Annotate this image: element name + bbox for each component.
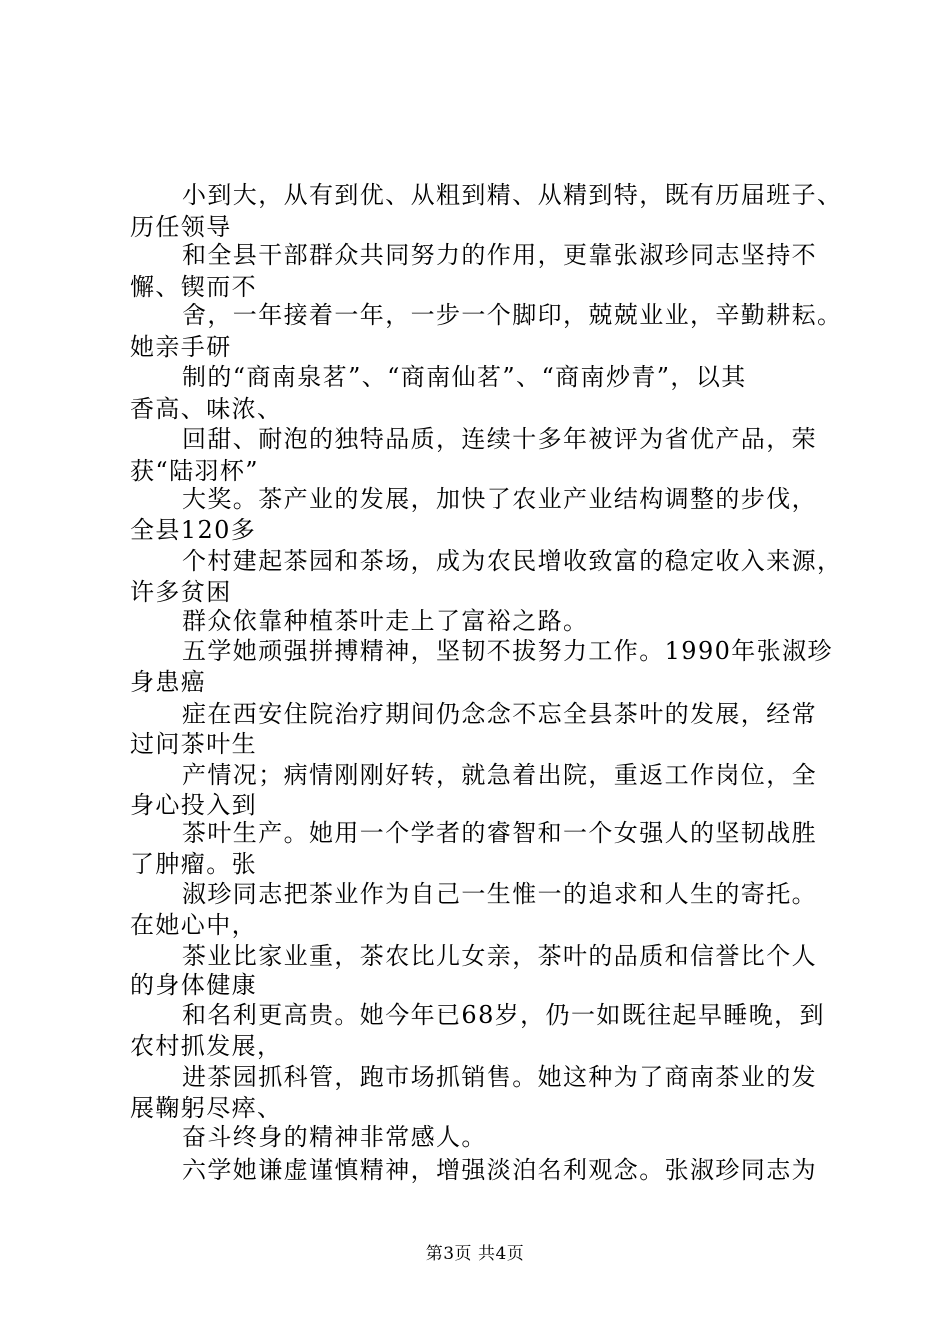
text-line: 奋斗终身的精神非常感人。 [182,1123,487,1151]
text-line: 产情况；病情刚刚好转，就急着出院，重返工作岗位，全 [182,761,817,789]
text-line: 许多贫困 [130,578,232,606]
page-number-footer: 第3页 共4页 [425,1244,525,1264]
text-line: 身患癌 [130,668,207,696]
text-line: 大奖。茶产业的发展，加快了农业产业结构调整的步伐， [182,485,817,513]
text-line: 的身体健康 [130,971,257,999]
text-line: 进茶园抓科管，跑市场抓销售。她这种为了商南茶业的发 [182,1063,817,1091]
text-line: 茶业比家业重，茶农比儿女亲，茶叶的品质和信誉比个人 [182,942,817,970]
text-line: 历任领导 [130,213,232,241]
text-line: 了肿瘤。张 [130,850,257,878]
text-line: 小到大，从有到优、从粗到精、从精到特，既有历届班子、 [182,181,843,209]
text-line: 在她心中， [130,911,257,939]
text-line: 和名利更高贵。她今年已68岁，仍一如既往起早睡晚，到 [182,1001,825,1029]
text-line: 懈、锲而不 [130,273,257,301]
text-line: 六学她谦虚谨慎精神，增强淡泊名利观念。张淑珍同志为 [182,1156,817,1184]
text-line: 农村抓发展， [130,1032,283,1060]
text-line: 个村建起茶园和茶场，成为农民增收致富的稳定收入来源， [182,547,843,575]
text-line: 展鞠躬尽瘁、 [130,1094,283,1122]
text-line: 淑珍同志把茶业作为自己一生惟一的追求和人生的寄托。 [182,880,817,908]
text-line: 五学她顽强拼搏精神，坚韧不拔努力工作。1990年张淑珍 [182,637,833,665]
text-line: 过问茶叶生 [130,730,257,758]
text-line: 制的“商南泉茗”、“商南仙茗”、“商南炒青”，以其 [182,363,747,391]
text-line: 回甜、耐泡的独特品质，连续十多年被评为省优产品，荣 [182,425,817,453]
text-line: 获“陆羽杯” [130,457,259,485]
text-line: 香高、味浓、 [130,395,283,423]
text-line: 舍，一年接着一年，一步一个脚印，兢兢业业，辛勤耕耘。 [182,301,843,329]
text-line: 症在西安住院治疗期间仍念念不忘全县茶叶的发展，经常 [182,700,817,728]
text-line: 茶叶生产。她用一个学者的睿智和一个女强人的坚韧战胜 [182,819,817,847]
text-line: 和全县干部群众共同努力的作用，更靠张淑珍同志坚持不 [182,241,817,269]
text-line: 她亲手研 [130,333,232,361]
text-line: 全县120多 [130,516,257,544]
text-line: 群众依靠种植茶叶走上了富裕之路。 [182,607,589,635]
text-line: 身心投入到 [130,791,257,819]
